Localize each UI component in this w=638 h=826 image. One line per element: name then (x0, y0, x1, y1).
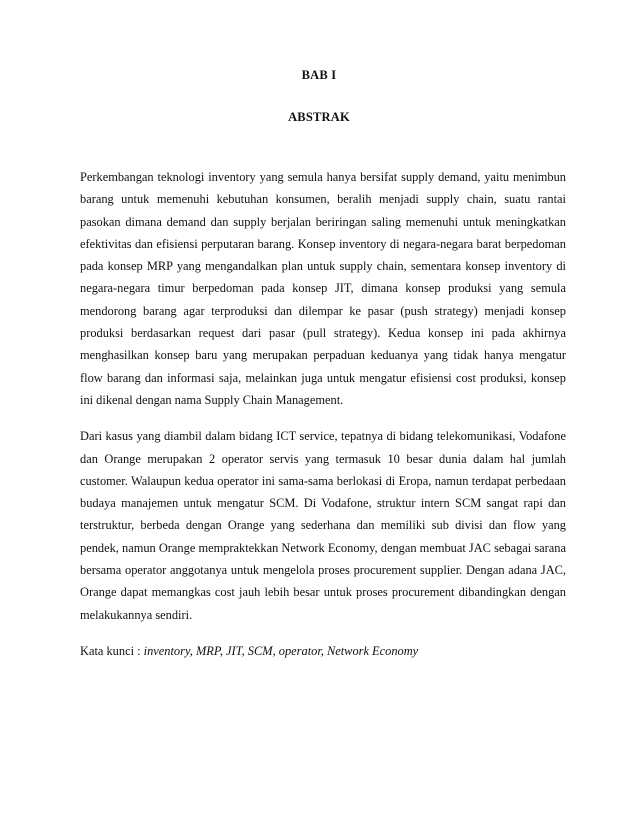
abstract-paragraph-2: Dari kasus yang diambil dalam bidang ICT service, tepatnya di bidang telekomunikasi, Vodafone dan Orange merupakan 2 operator servis yang termasuk 10 besar dunia dalam hal jumlah customer. Walaupun kedua operator ini sama-sama berlokasi di Eropa, namun terdapat perbedaan budaya manajemen untuk mengatur SCM. Di Vodafone, struktur intern SCM sangat rapi dan terstruktur, berbeda dengan Orange yang sederhana dan memiliki sub divisi dan flow yang pendek, namun Orange mempraktekkan Network Economy, dengan membuat JAC sebagai sarana bersama operator anggotanya untuk mengelola proses procurement supplier. Dengan adana JAC, Orange dapat memangkas cost jauh lebih besar untuk proses procurement dibandingkan dengan melakukannya sendiri. (80, 429, 566, 622)
keywords-line (80, 640, 566, 662)
chapter-heading: BAB I (301, 68, 337, 82)
abstract-title: ABSTRAK (288, 110, 350, 124)
keywords-label: Kata kunci : (80, 643, 144, 658)
abstract-paragraph-1: Perkembangan teknologi inventory yang semula hanya bersifat supply demand, yaitu menimbun barang untuk memenuhi kebutuhan konsumen, beralih menjadi supply chain, suatu rantai pasokan dimana demand dan supply berjalan beriringan saling memenuhi untuk meningkatkan efektivitas dan efisiensi perputaran barang. Konsep inventory di negara-negara barat berpedoman pada konsep MRP yang mengandalkan plan untuk supply chain, sementara konsep inventory di negara-negara timur berpedoman pada konsep JIT, dimana konsep produksi yang semula mendorong barang agar terproduksi dan dilempar ke pasar (push strategy) menjadi konsep produksi berdasarkan request dari pasar (pull strategy). Kedua konsep ini pada akhirnya menghasilkan konsep baru yang merupakan perpaduan keduanya yang tidak hanya mengatur flow barang dan informasi saja, melainkan juga untuk mengatur efisiensi cost produksi, konsep ini dikenal dengan nama Supply Chain Management. (80, 170, 566, 407)
abstract-body (80, 166, 566, 676)
keywords-values: inventory, MRP, JIT, SCM, operator, Network Economy (143, 643, 419, 658)
